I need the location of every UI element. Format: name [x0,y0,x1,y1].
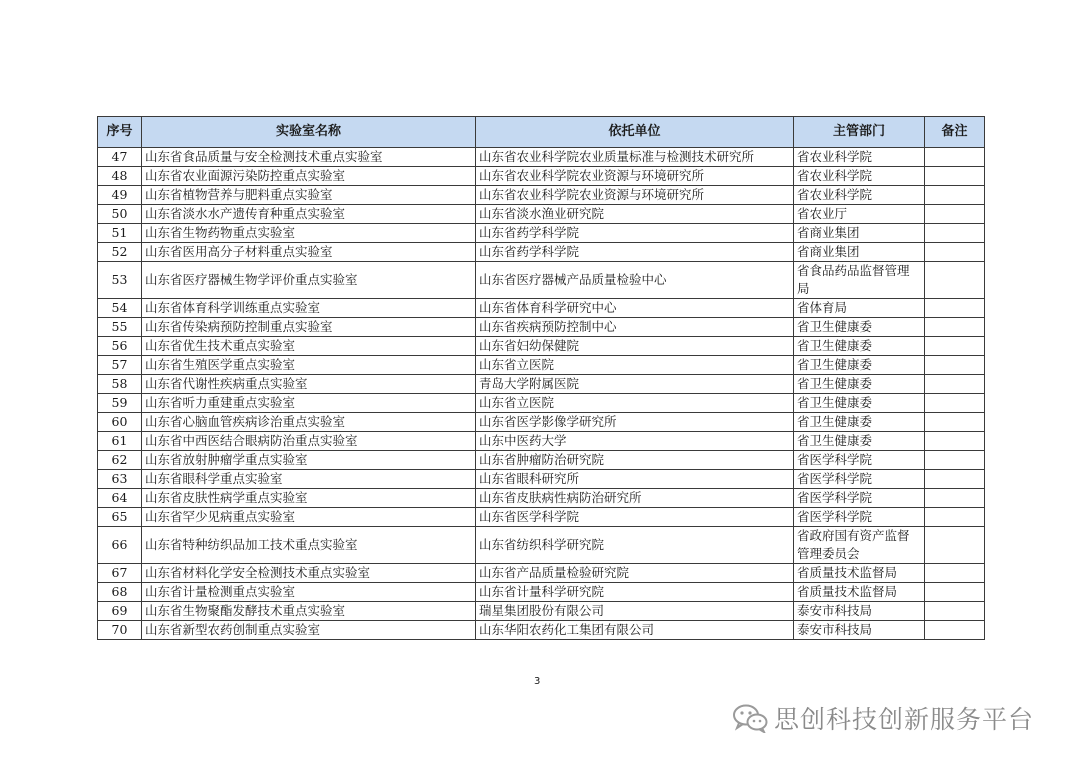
cell-lab-name: 山东省中西医结合眼病防治重点实验室 [142,432,476,451]
cell-department: 泰安市科技局 [794,621,925,640]
header-index: 序号 [98,117,142,148]
cell-host-unit: 山东省农业科学院农业质量标准与检测技术研究所 [476,148,794,167]
cell-host-unit: 山东省皮肤病性病防治研究所 [476,489,794,508]
cell-remarks [925,432,985,451]
cell-index: 66 [98,527,142,564]
cell-lab-name: 山东省植物营养与肥料重点实验室 [142,186,476,205]
cell-remarks [925,451,985,470]
cell-index: 49 [98,186,142,205]
cell-lab-name: 山东省特种纺织品加工技术重点实验室 [142,527,476,564]
cell-host-unit: 山东省农业科学院农业资源与环境研究所 [476,167,794,186]
cell-index: 50 [98,205,142,224]
table-row [98,148,985,167]
table-row [98,186,985,205]
cell-department: 省医学科学院 [794,508,925,527]
cell-department: 省医学科学院 [794,451,925,470]
cell-host-unit: 山东省药学科学院 [476,224,794,243]
cell-host-unit: 山东省医学影像学研究所 [476,413,794,432]
cell-index: 54 [98,299,142,318]
header-remarks: 备注 [925,117,985,148]
cell-host-unit: 山东省淡水渔业研究院 [476,205,794,224]
cell-index: 64 [98,489,142,508]
cell-lab-name: 山东省放射肿瘤学重点实验室 [142,451,476,470]
cell-department: 省农业厅 [794,205,925,224]
cell-host-unit: 山东中医药大学 [476,432,794,451]
cell-lab-name: 山东省新型农药创制重点实验室 [142,621,476,640]
cell-index: 68 [98,583,142,602]
cell-lab-name: 山东省淡水水产遗传育种重点实验室 [142,205,476,224]
table-row [98,602,985,621]
cell-index: 59 [98,394,142,413]
cell-host-unit: 山东省纺织科学研究院 [476,527,794,564]
cell-index: 51 [98,224,142,243]
cell-host-unit: 山东省体育科学研究中心 [476,299,794,318]
cell-index: 47 [98,148,142,167]
cell-department: 省农业科学院 [794,167,925,186]
cell-lab-name: 山东省代谢性疾病重点实验室 [142,375,476,394]
table-row [98,564,985,583]
cell-remarks [925,318,985,337]
cell-host-unit: 山东省眼科研究所 [476,470,794,489]
cell-lab-name: 山东省生物聚酯发酵技术重点实验室 [142,602,476,621]
cell-lab-name: 山东省体育科学训练重点实验室 [142,299,476,318]
cell-host-unit: 山东省立医院 [476,394,794,413]
cell-remarks [925,394,985,413]
cell-host-unit: 山东省医疗器械产品质量检验中心 [476,262,794,299]
cell-remarks [925,413,985,432]
cell-lab-name: 山东省食品质量与安全检测技术重点实验室 [142,148,476,167]
cell-index: 48 [98,167,142,186]
cell-lab-name: 山东省优生技术重点实验室 [142,337,476,356]
watermark [732,701,1034,735]
header-department: 主管部门 [794,117,925,148]
cell-remarks [925,489,985,508]
cell-department: 省政府国有资产监督管理委员会 [794,527,925,564]
cell-lab-name: 山东省眼科学重点实验室 [142,470,476,489]
table-row [98,299,985,318]
cell-index: 63 [98,470,142,489]
cell-index: 70 [98,621,142,640]
cell-index: 61 [98,432,142,451]
cell-lab-name: 山东省农业面源污染防控重点实验室 [142,167,476,186]
cell-remarks [925,583,985,602]
cell-department: 省质量技术监督局 [794,583,925,602]
cell-index: 58 [98,375,142,394]
table-row [98,262,985,299]
cell-host-unit: 山东省产品质量检验研究院 [476,564,794,583]
cell-remarks [925,243,985,262]
cell-index: 56 [98,337,142,356]
cell-index: 53 [98,262,142,299]
cell-remarks [925,527,985,564]
cell-lab-name: 山东省听力重建重点实验室 [142,394,476,413]
table-row [98,375,985,394]
cell-department: 省商业集团 [794,243,925,262]
cell-remarks [925,375,985,394]
header-host-unit: 依托单位 [476,117,794,148]
wechat-icon [732,703,768,733]
cell-department: 省农业科学院 [794,186,925,205]
cell-host-unit: 山东华阳农药化工集团有限公司 [476,621,794,640]
cell-lab-name: 山东省生殖医学重点实验室 [142,356,476,375]
cell-department: 省卫生健康委 [794,413,925,432]
cell-index: 55 [98,318,142,337]
cell-department: 省卫生健康委 [794,394,925,413]
cell-host-unit: 山东省医学科学院 [476,508,794,527]
table-row [98,489,985,508]
table-row [98,527,985,564]
cell-department: 省卫生健康委 [794,432,925,451]
page-number: 3 [534,676,541,687]
cell-lab-name: 山东省生物药物重点实验室 [142,224,476,243]
cell-remarks [925,167,985,186]
table-header-row [98,117,985,148]
cell-remarks [925,299,985,318]
header-lab-name: 实验室名称 [142,117,476,148]
cell-department: 省农业科学院 [794,148,925,167]
table-row [98,621,985,640]
cell-host-unit: 山东省药学科学院 [476,243,794,262]
cell-index: 62 [98,451,142,470]
cell-lab-name: 山东省医用高分子材料重点实验室 [142,243,476,262]
cell-host-unit: 瑞星集团股份有限公司 [476,602,794,621]
cell-index: 60 [98,413,142,432]
table-row [98,205,985,224]
table-row [98,224,985,243]
table-row [98,583,985,602]
cell-lab-name: 山东省计量检测重点实验室 [142,583,476,602]
cell-remarks [925,262,985,299]
table-row [98,318,985,337]
cell-remarks [925,186,985,205]
cell-remarks [925,564,985,583]
cell-remarks [925,148,985,167]
cell-department: 省卫生健康委 [794,356,925,375]
lab-table [97,116,985,640]
cell-department: 省体育局 [794,299,925,318]
cell-remarks [925,470,985,489]
cell-department: 省医学科学院 [794,489,925,508]
cell-remarks [925,205,985,224]
cell-host-unit: 青岛大学附属医院 [476,375,794,394]
cell-department: 省质量技术监督局 [794,564,925,583]
cell-remarks [925,508,985,527]
cell-host-unit: 山东省肿瘤防治研究院 [476,451,794,470]
table-body [98,148,985,640]
cell-department: 省医学科学院 [794,470,925,489]
cell-lab-name: 山东省罕少见病重点实验室 [142,508,476,527]
cell-lab-name: 山东省传染病预防控制重点实验室 [142,318,476,337]
cell-department: 泰安市科技局 [794,602,925,621]
cell-department: 省卫生健康委 [794,375,925,394]
cell-remarks [925,224,985,243]
cell-index: 67 [98,564,142,583]
table-row [98,394,985,413]
cell-index: 57 [98,356,142,375]
cell-host-unit: 山东省妇幼保健院 [476,337,794,356]
cell-host-unit: 山东省立医院 [476,356,794,375]
cell-department: 省食品药品监督管理局 [794,262,925,299]
watermark-text: 思创科技创新服务平台 [774,705,1035,734]
table-row [98,356,985,375]
cell-remarks [925,356,985,375]
cell-lab-name: 山东省医疗器械生物学评价重点实验室 [142,262,476,299]
cell-host-unit: 山东省计量科学研究院 [476,583,794,602]
table-row [98,243,985,262]
cell-remarks [925,621,985,640]
table-row [98,508,985,527]
cell-lab-name: 山东省心脑血管疾病诊治重点实验室 [142,413,476,432]
table-row [98,167,985,186]
table-row [98,337,985,356]
table-row [98,413,985,432]
cell-host-unit: 山东省农业科学院农业资源与环境研究所 [476,186,794,205]
table-row [98,451,985,470]
cell-index: 69 [98,602,142,621]
cell-index: 65 [98,508,142,527]
table-row [98,432,985,451]
cell-lab-name: 山东省材料化学安全检测技术重点实验室 [142,564,476,583]
table-row [98,470,985,489]
cell-lab-name: 山东省皮肤性病学重点实验室 [142,489,476,508]
cell-department: 省卫生健康委 [794,337,925,356]
cell-remarks [925,602,985,621]
cell-host-unit: 山东省疾病预防控制中心 [476,318,794,337]
cell-index: 52 [98,243,142,262]
cell-department: 省卫生健康委 [794,318,925,337]
cell-remarks [925,337,985,356]
cell-department: 省商业集团 [794,224,925,243]
